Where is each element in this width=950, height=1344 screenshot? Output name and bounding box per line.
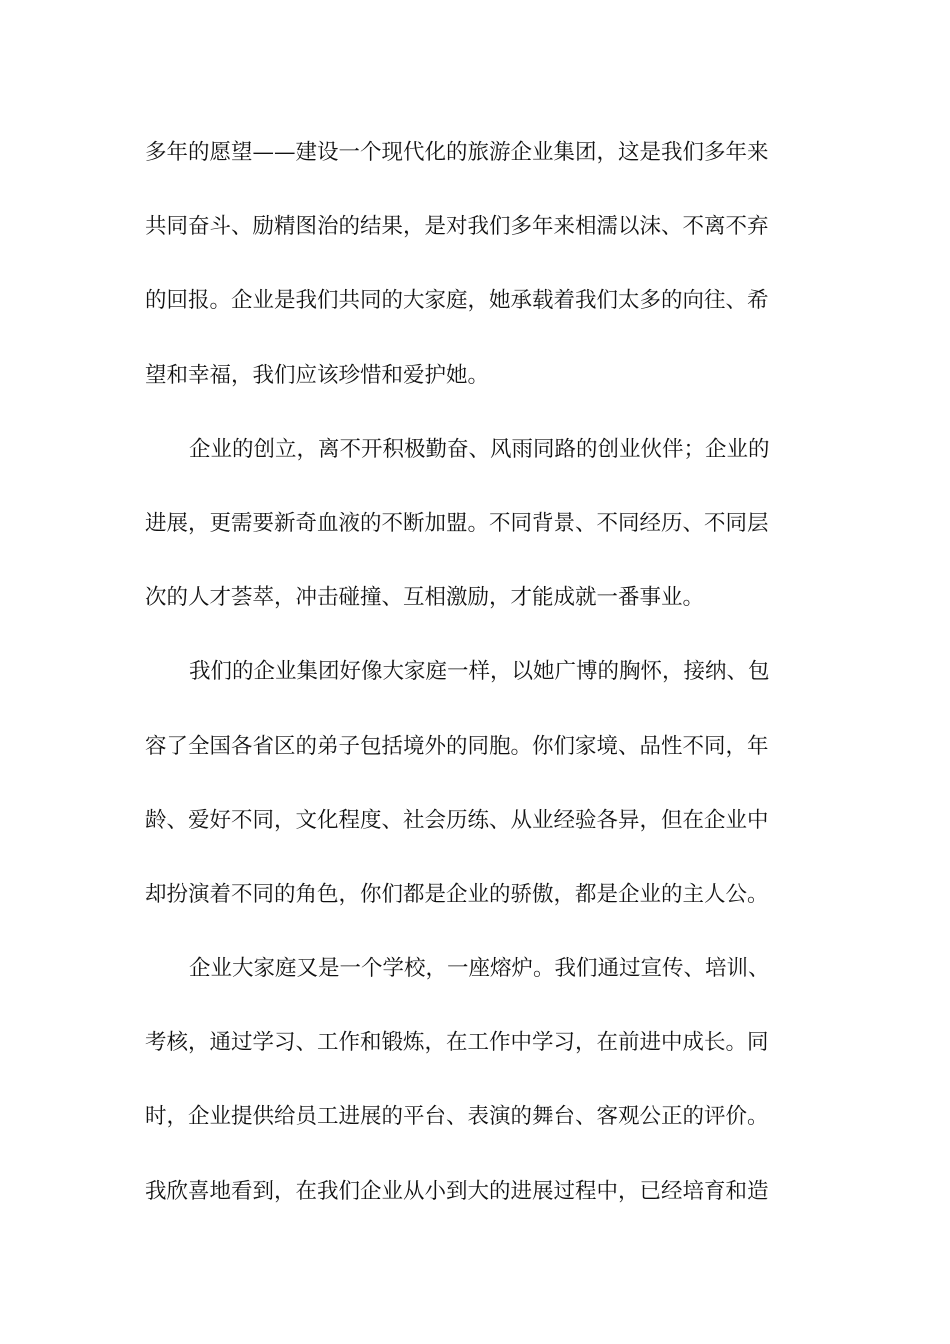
text-line: 进展，更需要新奇血液的不断加盟。不同背景、不同经历、不同层 [145, 510, 769, 536]
text-line: 时，企业提供给员工进展的平台、表演的舞台、客观公正的评价。 [145, 1104, 769, 1130]
paragraph-start-line: 企业的创立，离不开积极勤奋、风雨同路的创业伙伴；企业的 [189, 436, 770, 462]
paragraph-start-line: 我们的企业集团好像大家庭一样，以她广博的胸怀，接纳、包 [189, 659, 770, 685]
text-line: 望和幸福，我们应该珍惜和爱护她。 [145, 362, 490, 388]
text-line: 却扮演着不同的角色，你们都是企业的骄傲，都是企业的主人公。 [145, 881, 769, 907]
text-line: 考核，通过学习、工作和锻炼，在工作中学习，在前进中成长。同 [145, 1030, 769, 1056]
text-line: 多年的愿望——建设一个现代化的旅游企业集团，这是我们多年来 [145, 140, 769, 165]
text-line: 的回报。企业是我们共同的大家庭，她承载着我们太多的向往、希 [145, 288, 769, 314]
text-line: 次的人才荟萃，冲击碰撞、互相激励，才能成就一番事业。 [145, 585, 705, 611]
text-line: 容了全国各省区的弟子包括境外的同胞。你们家境、品性不同，年 [145, 733, 769, 759]
text-line: 龄、爱好不同，文化程度、社会历练、从业经验各异，但在企业中 [145, 807, 769, 833]
paragraph-start-line: 企业大家庭又是一个学校，一座熔炉。我们通过宣传、培训、 [189, 956, 770, 982]
text-line: 共同奋斗、励精图治的结果，是对我们多年来相濡以沫、不离不弃 [145, 214, 769, 240]
body-text [145, 131, 807, 1244]
text-line: 我欣喜地看到，在我们企业从小到大的进展过程中，已经培育和造 [145, 1178, 769, 1204]
